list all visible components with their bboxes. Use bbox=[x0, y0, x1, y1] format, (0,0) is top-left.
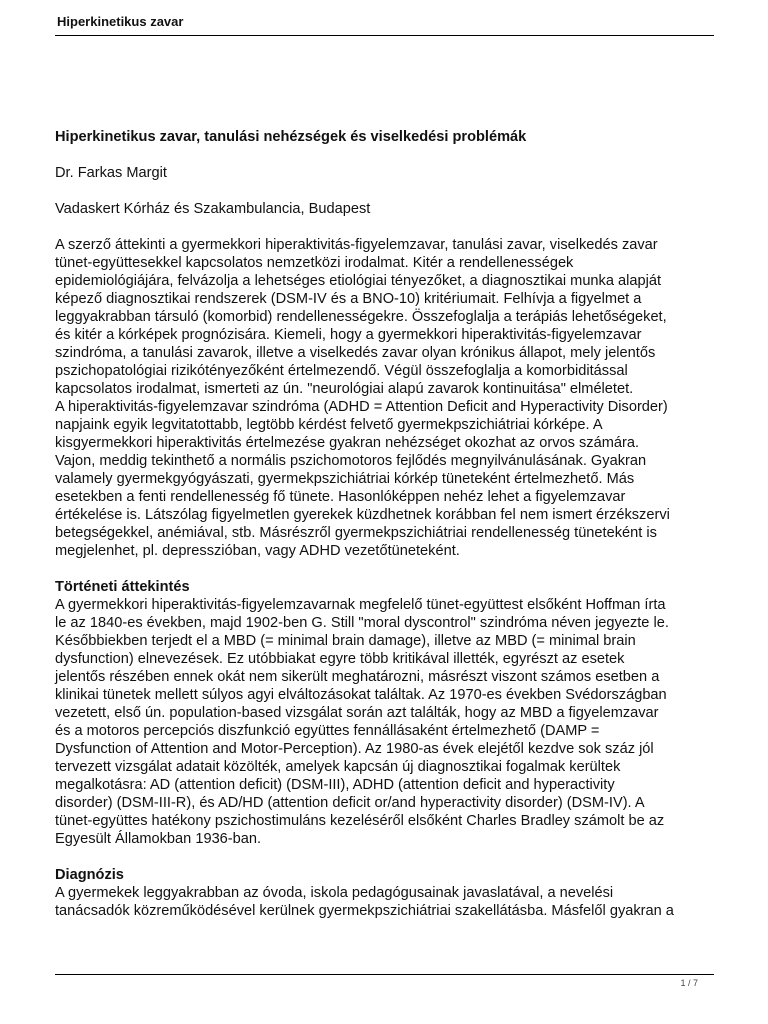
text-line: disorder) (DSM-III-R), és AD/HD (attention deficit or/and hyperactivity disorder) (DSM-IV). A bbox=[55, 795, 645, 811]
history-paragraph bbox=[55, 596, 715, 848]
text-line: Dysfunction of Attention and Motor-Perception). Az 1980-as évek elejétől kezdve sok száz jól bbox=[55, 741, 654, 757]
text-line: Vajon, meddig tekinthető a normális pszichomotoros fejlődés megnyilvánulásának. Gyakran bbox=[55, 453, 647, 469]
text-line: tanácsadók közreműködésével kerülnek gyermekpszichiátriai szakellátásba. Másfelől gyakran a bbox=[55, 903, 674, 919]
text-line: valamely gyermekgyógyászati, gyermekpszichiátriai kórkép tüneteként értelmezhető. Más bbox=[55, 471, 635, 487]
header-divider bbox=[55, 35, 714, 36]
text-line: jelentős részében ennek okát nem sikerült meghatározni, másrészt viszont számos esetben a bbox=[55, 669, 660, 685]
intro-paragraph bbox=[55, 398, 715, 560]
abstract-paragraph bbox=[55, 236, 715, 398]
text-line: Későbbiekben terjedt el a MBD (= minimal brain damage), illetve az MBD (= minimal brain bbox=[55, 633, 636, 649]
text-line: leggyakrabban társuló (komorbid) rendellenességekre. Összefoglalja a terápiás lehetőségeket, bbox=[55, 309, 667, 325]
text-line: és kitér a kórképek prognózisára. Kiemeli, hogy a gyermekkori hiperaktivitás-figyelemzavar bbox=[55, 327, 642, 343]
article-title: Hiperkinetikus zavar, tanulási nehézségek és viselkedési problémák bbox=[55, 129, 527, 145]
diagnosis-paragraph bbox=[55, 884, 715, 920]
text-line: dysfunction) elnevezések. Ez utóbbiakat egyre több kritikával illették, egyrészt az esetek bbox=[55, 651, 625, 667]
running-header: Hiperkinetikus zavar bbox=[57, 14, 184, 29]
text-line: megjelenhet, pl. depresszióban, vagy ADHD vezetőtüneteként. bbox=[55, 543, 460, 559]
page-number: 1 / 7 bbox=[680, 978, 698, 988]
text-line: tünet-együttesekkel kapcsolatos nemzetközi irodalmat. Kitér a rendellenességek bbox=[55, 255, 574, 271]
article-affiliation: Vadaskert Kórház és Szakambulancia, Budapest bbox=[55, 201, 371, 217]
text-line: A gyermekkori hiperaktivitás-figyelemzavarnak megfelelő tünet-együttest elsőként Hoffman írta bbox=[55, 597, 666, 613]
text-line: A hiperaktivitás-figyelemzavar szindróma (ADHD = Attention Deficit and Hyperactivity Disorder) bbox=[55, 399, 668, 415]
text-line: szindróma, a tanulási zavarok, illetve a viselkedés zavar olyan krónikus állapot, mely jelentős bbox=[55, 345, 656, 361]
text-line: betegségekkel, anémiával, stb. Másrészről gyermekpszichiátriai rendellenesség tüneteként is bbox=[55, 525, 657, 541]
section-heading-history: Történeti áttekintés bbox=[55, 579, 190, 595]
article-body bbox=[55, 128, 715, 920]
article-author: Dr. Farkas Margit bbox=[55, 165, 167, 181]
text-line: képező diagnosztikai rendszerek (DSM-IV és a BNO-10) kritériumait. Felhívja a figyelmet a bbox=[55, 291, 642, 307]
text-line: tervezett vizsgálat adatait közölték, amelyek kapcsán új diagnosztikai fogalmak kerültek bbox=[55, 759, 621, 775]
text-line: A szerző áttekinti a gyermekkori hiperaktivitás-figyelemzavar, tanulási zavar, viselkedés zavar bbox=[55, 237, 658, 253]
text-line: Egyesült Államokban 1936-ban. bbox=[55, 831, 262, 847]
text-line: esetekben a fenti rendellenesség fő tünete. Hasonlóképpen nehéz lehet a figyelemzavar bbox=[55, 489, 626, 505]
section-heading-diagnosis: Diagnózis bbox=[55, 867, 124, 883]
text-line: napjaink egyik legvitatottabb, legtöbb kérdést felvető gyermekpszichiátriai kórképe. A bbox=[55, 417, 603, 433]
text-line: le az 1840-es években, majd 1902-ben G. Still "moral dyscontrol" szindróma néven jegyezte le. bbox=[55, 615, 669, 631]
text-line: epidemiológiájára, felvázolja a lehetséges etiológiai tényezőket, a diagnosztikai munka alapját bbox=[55, 273, 662, 289]
text-line: klinikai tünetek mellett súlyos agyi elváltozásokat találtak. Az 1970-es években Svédországban bbox=[55, 687, 667, 703]
text-line: vezetett, első ún. population-based vizsgálat során azt találták, hogy az MBD a figyelemzavar bbox=[55, 705, 659, 721]
text-line: értékelése is. Látszólag figyelmetlen gyerekek küzdhetnek korábban fel nem ismert érzékszervi bbox=[55, 507, 670, 523]
footer-divider bbox=[55, 974, 714, 975]
text-line: megalkotásra: AD (attention deficit) (DSM-III), ADHD (attention deficit and hyperactivity bbox=[55, 777, 615, 793]
text-line: A gyermekek leggyakrabban az óvoda, iskola pedagógusainak javaslatával, a nevelési bbox=[55, 885, 614, 901]
text-line: tünet-együttes hatékony pszichostimuláns kezeléséről elsőként Charles Bradley számolt be az bbox=[55, 813, 665, 829]
text-line: kapcsolatos irodalmat, ismerteti az ún. "neurológiai alapú zavarok kontinuitása" elméletet. bbox=[55, 381, 634, 397]
text-line: és a motoros percepciós diszfunkció együttes fennállásaként értelmezhető (DAMP = bbox=[55, 723, 600, 739]
text-line: pszichopatológiai rizikótényezőként értelmezendő. Végül összefoglalja a komorbiditással bbox=[55, 363, 628, 379]
text-line: kisgyermekkori hiperaktivitás értelmezése gyakran nehézséget okozhat az orvos számára. bbox=[55, 435, 640, 451]
